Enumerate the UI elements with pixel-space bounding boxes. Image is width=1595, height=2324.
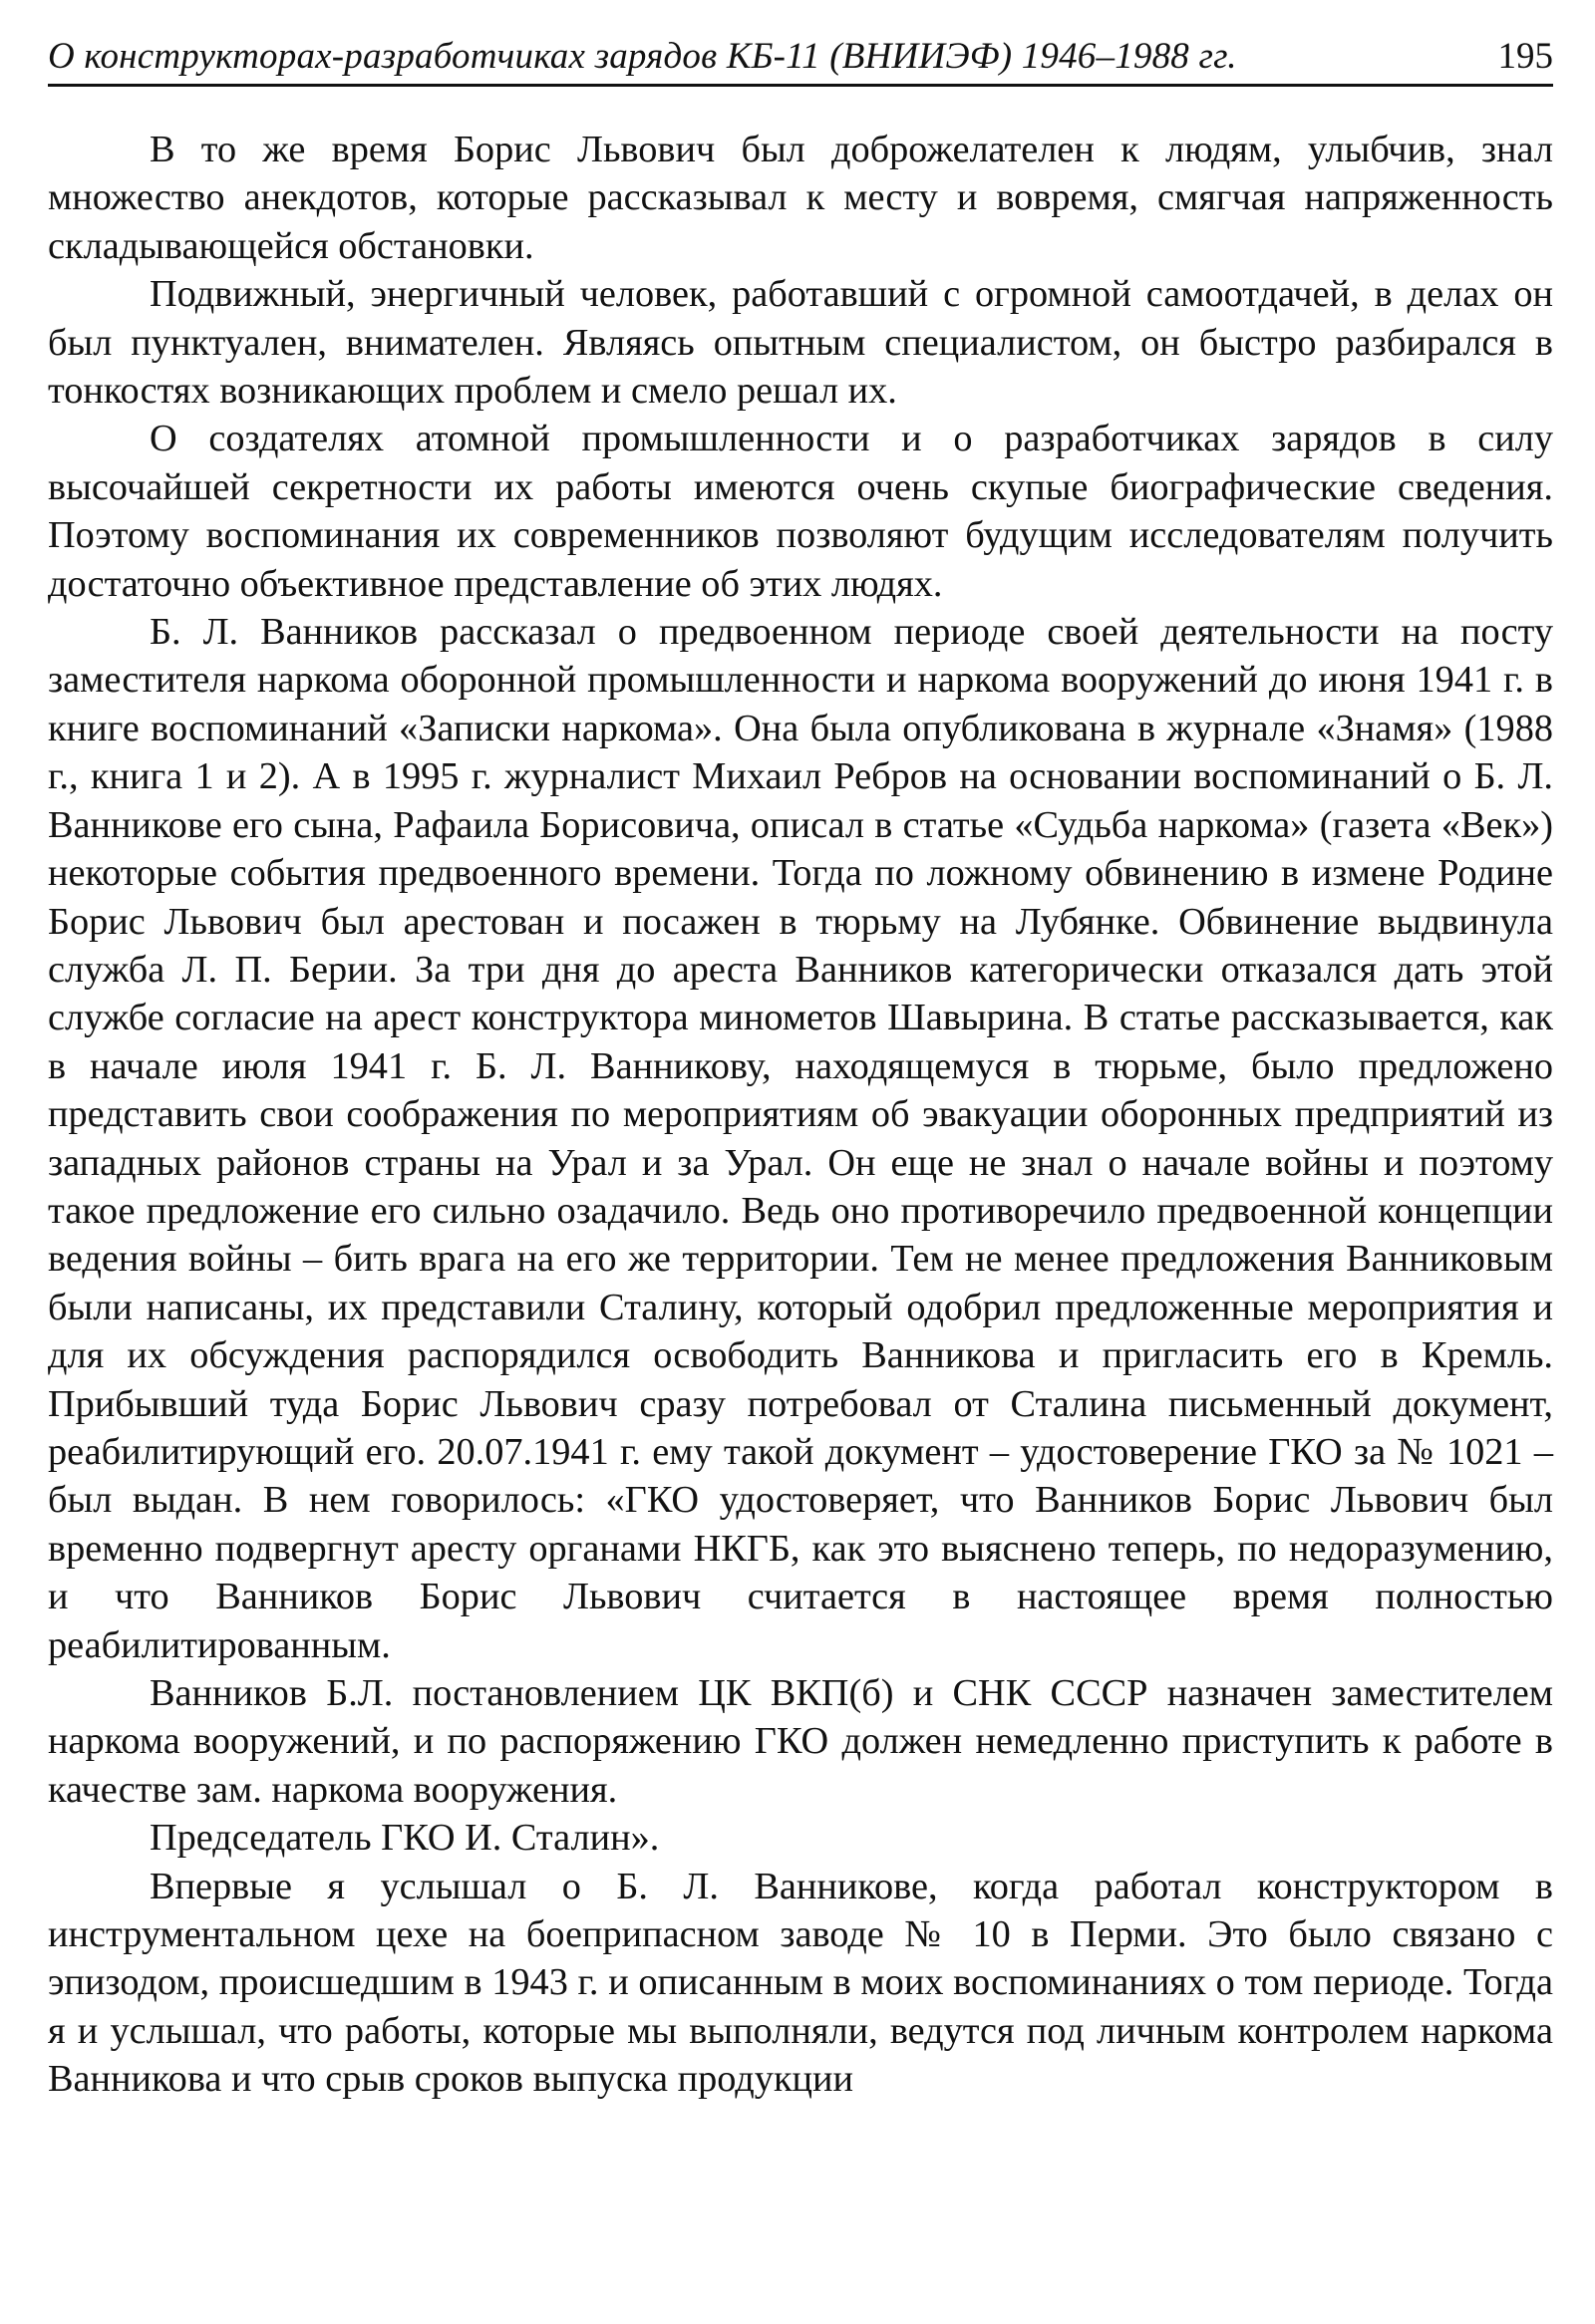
body-text	[48, 126, 1553, 2104]
paragraph: Ванников Б.Л. постановлением ЦК ВКП(б) и СНК СССР назначен заместителем наркома вооружений, и по распоряжению ГКО должен немедленно приступить к работе в качестве зам. наркома вооружения.	[48, 1672, 1553, 1811]
paragraph: Б. Л. Ванников рассказал о предвоенном периоде своей деятельности на посту заместителя наркома оборонной промышленности и наркома вооружений до июня 1941 г. в книге воспоминаний «Записки наркома». Она была опубликована в журнале «Знамя» (1988 г., книга 1 и 2). А в 1995 г. журналист Михаил Ребров на основании воспоминаний о Б. Л. Ванникове его сына, Рафаила Борисовича, описал в статье «Судьба наркома» (газета «Век») некоторые события предвоенного времени. Тогда по ложному обвинению в измене Родине Борис Львович был арестован и посажен в тюрьму на Лубянке. Обвинение выдвинула служба Л. П. Берии. За три дня до ареста Ванников категорически отказался дать этой службе согласие на арест конструктора минометов Шавырина. В статье рассказывается, как в начале июля 1941 г. Б. Л. Ванникову, находящемуся в тюрьме, было предложено представить свои соображения по мероприятиям об эвакуации оборонных предприятий из западных районов страны на Урал и за Урал. Он еще не знал о начале войны и поэтому такое предложение его сильно озадачило. Ведь оно противоречило предвоенной концепции ведения войны – бить врага на его же территории. Тем не менее предложения Ванниковым были написаны, их представили Сталину, который одобрил предложенные мероприятия и для их обсуждения распорядился освободить Ванникова и пригласить его в Кремль. Прибывший туда Борис Львович сразу потребовал от Сталина письменный документ, реабилитирующий его. 20.07.1941 г. ему такой документ – удостоверение ГКО за № 1021 – был выдан. В нем говорилось: «ГКО удостоверяет, что Ванников Борис Львович был временно подвергнут аресту органами НКГБ, как это выяснено теперь, по недоразумению, и что Ванников Борис Львович считается в настоящее время полностью реабилитированным.	[48, 611, 1553, 1666]
paragraph: О создателях атомной промышленности и о разработчиках зарядов в силу высочайшей секретности их работы имеются очень скупые биографические сведения. Поэтому воспоминания их современников позволяют будущим исследователям получить достаточно объективное представление об этих людях.	[48, 418, 1553, 605]
header-rule	[48, 84, 1553, 87]
paragraph: Подвижный, энергичный человек, работавший с огромной самоотдачей, в делах он был пунктуален, внимателен. Являясь опытным специалистом, он быстро разбирался в тонкостях возникающих проблем и смело решал их.	[48, 273, 1553, 413]
paragraph: Председатель ГКО И. Сталин».	[150, 1817, 660, 1860]
paragraph: Впервые я услышал о Б. Л. Ванникове, когда работал конструктором в инструментальном цехе на боеприпасном заводе № 10 в Перми. Это было связано с эпизодом, происшедшим в 1943 г. и описанным в моих воспоминаниях о том периоде. Тогда я и услышал, что работы, которые мы выполняли, ведутся под личным контролем наркома Ванникова и что срыв сроков выпуска продукции	[48, 1865, 1553, 2101]
page-number: 195	[1497, 36, 1553, 77]
header-title: О конструкторах-разработчиках зарядов КБ-11 (ВНИИЭФ) 1946–1988 гг.	[48, 36, 1237, 77]
running-header	[48, 28, 1553, 78]
paragraph: В то же время Борис Львович был доброжелателен к людям, улыбчив, знал множество анекдотов, которые рассказывал к месту и вовремя, смягчая напряженность складывающейся обстановки.	[48, 129, 1553, 267]
